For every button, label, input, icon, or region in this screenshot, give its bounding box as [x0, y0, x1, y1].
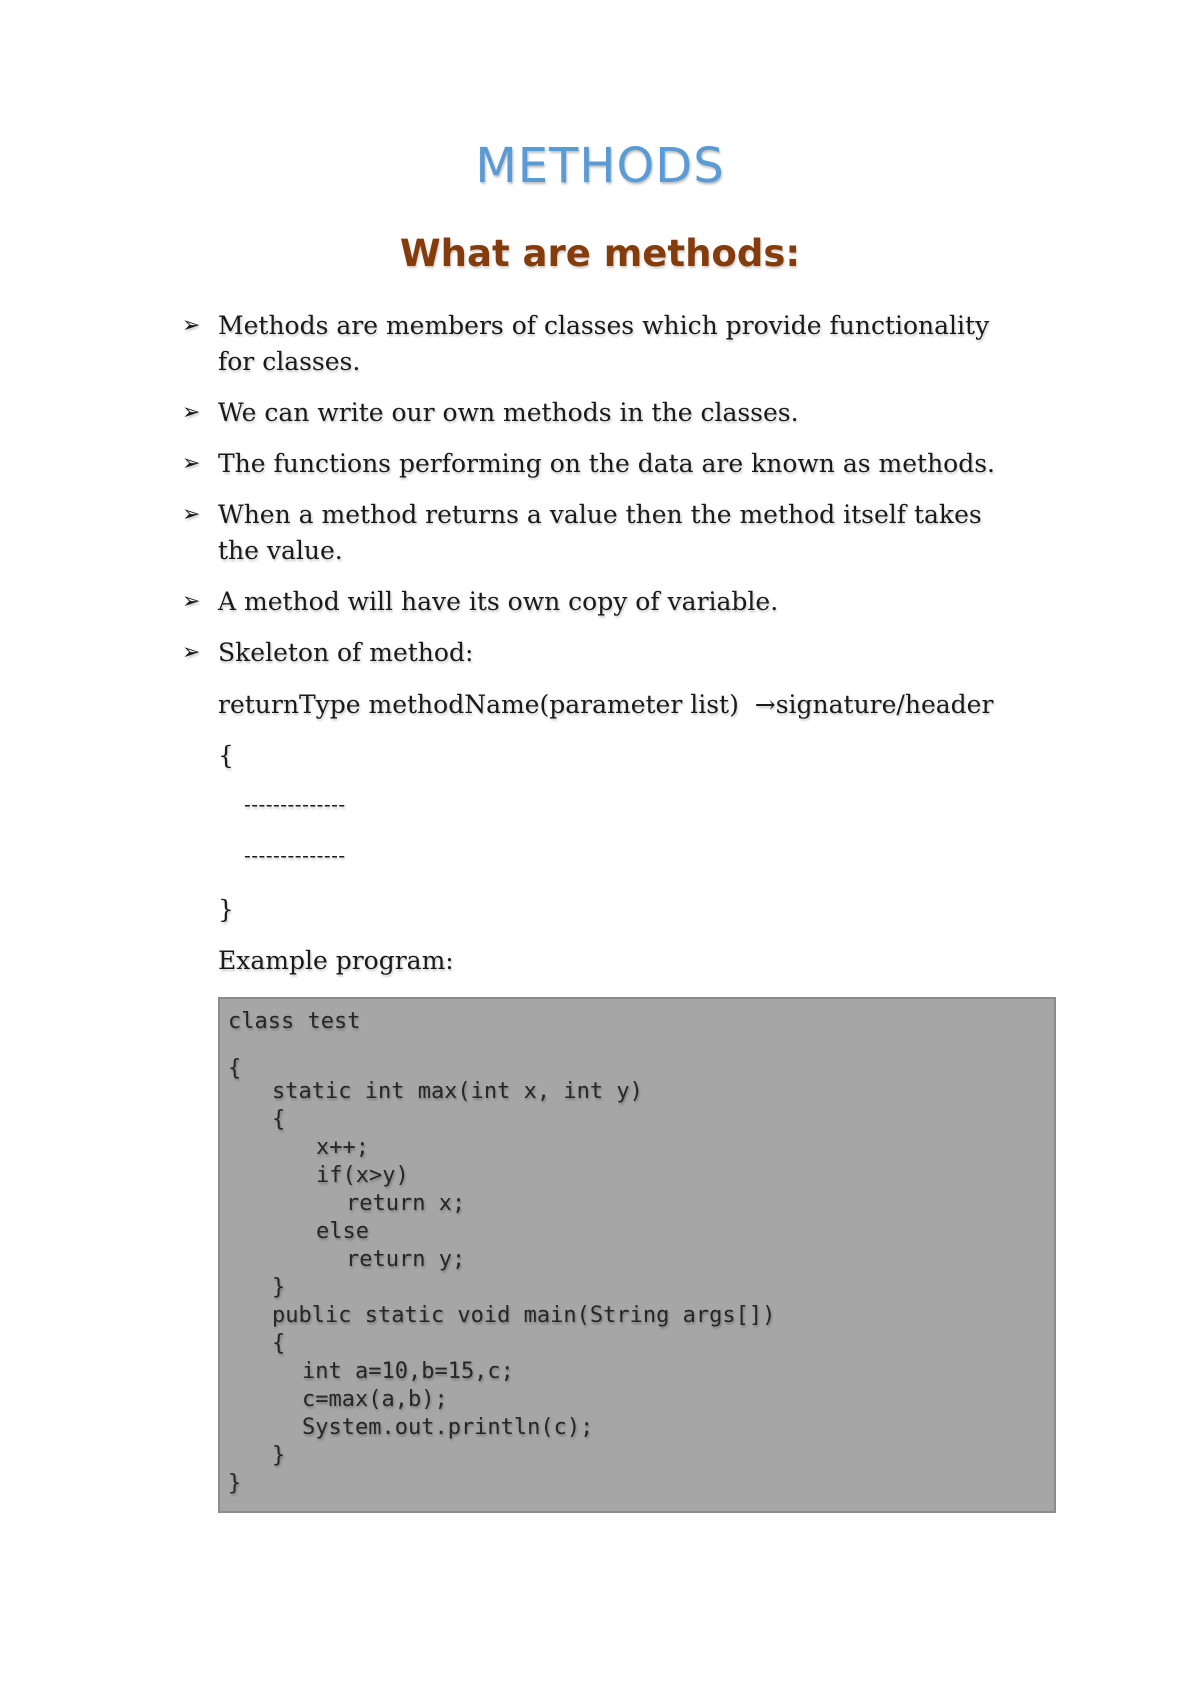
code-line: public static void main(String args[]): [272, 1303, 776, 1328]
code-line: else: [316, 1219, 369, 1244]
list-item: [180, 497, 1020, 569]
skeleton-open-brace: {: [218, 741, 234, 770]
code-line: if(x>y): [316, 1163, 409, 1188]
code-line: return y;: [346, 1247, 466, 1272]
list-item-text: We can write our own methods in the classes.: [218, 398, 799, 427]
list-item-text: Methods are members of classes which provide functionality for classes.: [218, 311, 990, 376]
arrow-bullet-icon: ➢: [182, 502, 201, 527]
arrow-bullet-icon: ➢: [182, 400, 201, 425]
list-item-text: The functions performing on the data are known as methods.: [218, 449, 996, 478]
list-item-text: A method will have its own copy of variable.: [218, 587, 779, 616]
example-label: Example program:: [218, 946, 454, 975]
page-title: METHODS: [475, 138, 725, 194]
method-signature: returnType methodName(parameter list) →signature/header: [218, 690, 994, 719]
code-line: return x;: [346, 1191, 466, 1216]
arrow-bullet-icon: ➢: [182, 640, 201, 665]
code-line: {: [272, 1331, 286, 1356]
list-item: [180, 395, 1020, 431]
arrow-bullet-icon: ➢: [182, 313, 201, 338]
code-line: static int max(int x, int y): [272, 1079, 643, 1104]
bullet-list: [180, 308, 1020, 686]
skeleton-body-line: --------------: [244, 792, 346, 816]
skeleton-close-brace: }: [218, 895, 234, 924]
code-line: c=max(a,b);: [302, 1387, 448, 1412]
list-item-text: Skeleton of method:: [218, 638, 474, 667]
code-block: [218, 997, 1056, 1513]
list-item: [180, 584, 1020, 620]
code-line: class test: [228, 1009, 361, 1034]
arrow-bullet-icon: ➢: [182, 451, 201, 476]
code-line: {: [228, 1056, 242, 1081]
list-item: [180, 308, 1020, 380]
code-line: int a=10,b=15,c;: [302, 1359, 514, 1384]
code-line: }: [272, 1443, 286, 1468]
code-line: {: [272, 1107, 286, 1132]
skeleton-body-line: --------------: [244, 843, 346, 867]
section-heading: What are methods:: [399, 232, 801, 275]
code-line: }: [272, 1275, 286, 1300]
list-item: [180, 635, 1020, 671]
code-line: x++;: [316, 1135, 369, 1160]
arrow-bullet-icon: ➢: [182, 589, 201, 614]
code-line: }: [228, 1471, 242, 1496]
list-item: [180, 446, 1020, 482]
list-item-text: When a method returns a value then the method itself takes the value.: [218, 500, 982, 565]
code-line: System.out.println(c);: [302, 1415, 594, 1440]
